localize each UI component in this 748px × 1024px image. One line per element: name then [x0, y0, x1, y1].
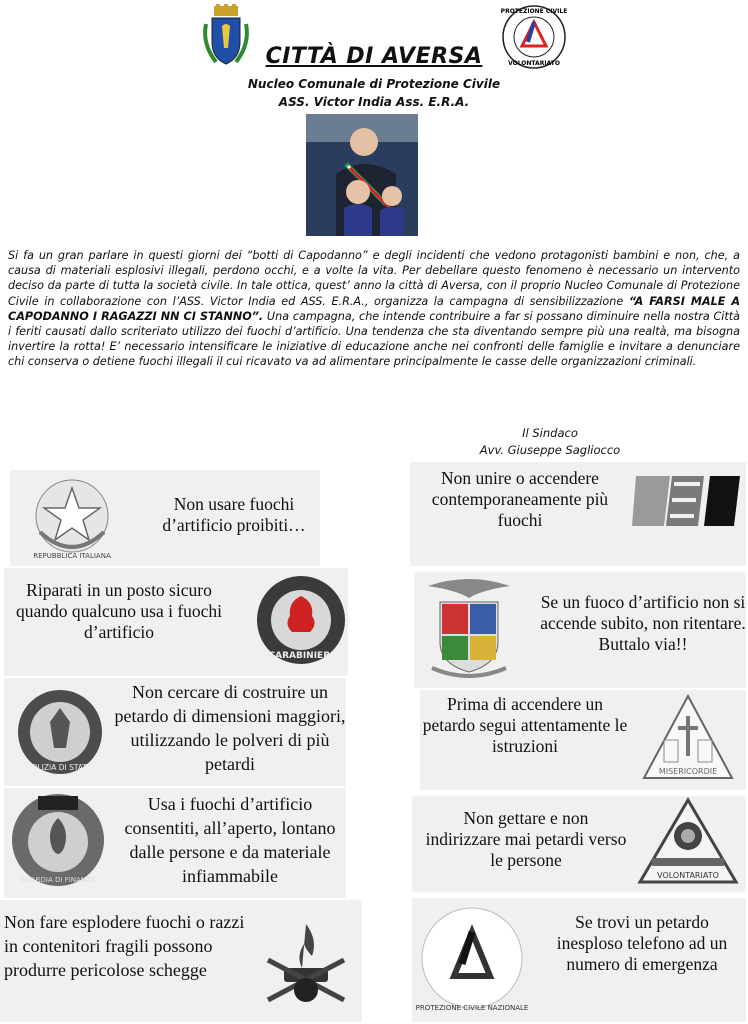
associations-line: ASS. Victor India Ass. E.R.A.: [278, 95, 470, 109]
misericordie-emblem-icon: [640, 692, 736, 784]
tip-card-right-2: [414, 572, 746, 688]
emblem-text: MISERICORDIE: [658, 767, 718, 776]
mayor-children-photo: [306, 114, 418, 236]
signature-name: Avv. Giuseppe Sagliocco: [479, 443, 621, 457]
intro-text-2: Una campagna, che intende contribuire a far si possano diminuire nella nostra Città i feriti causati dallo scriteriato utilizzo dei fuochi d’artificio. Una tendenza che sta diventando sempre più una realtà, ma bisogna invertire la rotta! E’ necessario intensificare le iniziative di educazione anche nei confronti delle famiglie e invitare a denunciare chi conserva o detiene fuochi illegali il cui ricavato va ad alimentare principalmente le casse delle organizzazioni criminali.: [8, 309, 740, 369]
tip-text: Riparati in un posto sicuro quando qualcuno usa i fuochi d’artificio: [15, 580, 223, 642]
volontariato-emblem-icon: [636, 796, 740, 888]
emblem-text: PROTEZIONE CIVILE NAZIONALE: [416, 1004, 528, 1012]
tip-text: Non gettare e non indirizzare mai petardi verso le persone: [425, 808, 627, 870]
esercito-italiano-emblem-icon: [632, 470, 740, 530]
intro-text-1: Si fa un gran parlare in questi giorni dei “botti di Capodanno” e degli incidenti che vedono protagonisti bambini e non, che, a causa di materiali esplosivi illegali, perdono occhi, e a volte la vita. Per debellare questo fenomeno è necessario un intervento deciso da parte di tutta la società civile. In tale ottica, quest’ anno la città di Aversa, con il proprio Nucleo Comunale di Protezione Civile in collaborazione con l’ASS. Victor India ed ASS. E.R.A., organizza la campagna di sensibilizzazione: [8, 249, 740, 308]
tip-card-right-1: [410, 462, 746, 566]
tip-text: Prima di accendere un petardo segui attentamente le istruzioni: [422, 694, 628, 756]
tip-text: Non usare fuochi d’artificio proibiti…: [162, 494, 306, 535]
tip-text: Se un fuoco d’artificio non si accende subito, non ritentare. Buttalo via!!: [540, 592, 746, 654]
logo-text-top: PROTEZIONE CIVILE: [500, 8, 568, 15]
vigili-del-fuoco-emblem-icon: [258, 920, 354, 1012]
protezione-civile-nazionale-emblem-icon: [416, 902, 528, 1014]
emblem-text: VOLONTARIATO: [657, 871, 719, 880]
campaign-slogan: “A FARSI MALE A CAPODANNO I RAGAZZI NN CI STANNO”.: [8, 294, 740, 323]
aeronautica-militare-emblem-icon: [422, 572, 516, 684]
tip-text: Se trovi un petardo inesploso telefono ad un numero di emergenza: [556, 912, 728, 974]
tip-card-right-3: [420, 690, 746, 790]
tip-card-right-5: [412, 898, 746, 1022]
tip-card-right-4: [412, 796, 746, 892]
emblem-text: REPUBBLICA ITALIANA: [33, 552, 111, 560]
tip-card-left-4: [4, 788, 346, 898]
logo-text-bottom: VOLONTARIATO: [508, 60, 560, 67]
tip-card-left-5: [0, 900, 362, 1022]
carabinieri-emblem-icon: [254, 572, 348, 668]
repubblica-italiana-emblem-icon: [26, 472, 118, 564]
emblem-text: POLIZIA DI STATO: [27, 763, 93, 772]
tip-text: Non unire o accendere contemporaneamente più fuochi: [431, 468, 609, 530]
page-subtitle: Nucleo Comunale di Protezione Civile: [247, 77, 501, 91]
page-title: CITTÀ DI AVERSA: [265, 44, 483, 69]
tip-card-left-3: [4, 678, 346, 786]
emblem-text: GUARDIA DI FINANZA: [20, 876, 96, 884]
tip-text: Non fare esplodere fuochi o razzi in contenitori fragili possono produrre pericolose schegge: [4, 912, 245, 980]
tip-text: Non cercare di costruire un petardo di dimensioni maggiori, utilizzando le polveri di più petardi: [114, 682, 346, 774]
signature-role: Il Sindaco: [522, 426, 578, 440]
polizia-di-stato-emblem-icon: [14, 686, 106, 778]
tip-card-left-2: [4, 568, 348, 676]
guardia-di-finanza-emblem-icon: [8, 790, 108, 890]
intro-paragraph: [8, 248, 740, 370]
emblem-text: CARABINIERI: [268, 651, 334, 661]
tip-card-left-1: [10, 470, 320, 566]
tip-text: Usa i fuochi d’artificio consentiti, all’aperto, lontano dalle persone e da materiale infiammabile: [124, 794, 336, 886]
